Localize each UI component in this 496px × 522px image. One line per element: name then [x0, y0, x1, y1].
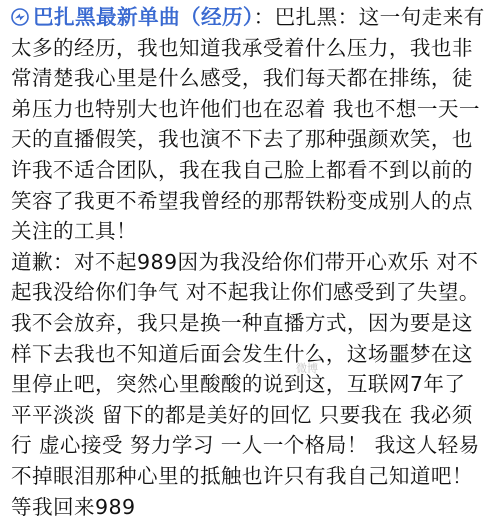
- hashtag-text[interactable]: 巴扎黑最新单曲（经历）: [33, 5, 254, 29]
- hashtag-link[interactable]: [11, 5, 254, 29]
- weibo-watermark: 微博: [296, 362, 318, 375]
- post-paragraph-1: [11, 2, 488, 247]
- topic-link-icon: [11, 8, 29, 26]
- paragraph-1-body: ：巴扎黑：这一句走来有太多的经历，我也知道我承受着什么压力，我也非常清楚我心里是什么感受，我们每天都在排练，徒弟压力也特别大也许他们也在忍着 我也不想一天一天的直播假笑，我也演不下去了那种强颜欢笑，也许我不适合团队，我在我自己脸上都看不到以前的笑容了我更不希望我曾经的那帮铁粉变成别人的点关注的工具！: [11, 5, 485, 244]
- post-paragraph-3: 我不会放弃，我只是换一种直播方式，因为要是这样下去我也不知道后面会发生什么，这场噩梦在这里停止吧，突然心里酸酸的说到这，互联网7年了 平平淡淡 留下的都是美好的回忆 只要我在 我必须行 虚心接受 努力学习 一人一个格局！ 我这人轻易不掉眼泪那种心里的抵触也许只有我自己知道吧！等我回来989: [11, 310, 480, 519]
- post-paragraph-2: 道歉：对不起989因为我没给你们带开心欢乐 对不起我没给你们争气 对不起我让你们感受到了失望。: [11, 249, 480, 305]
